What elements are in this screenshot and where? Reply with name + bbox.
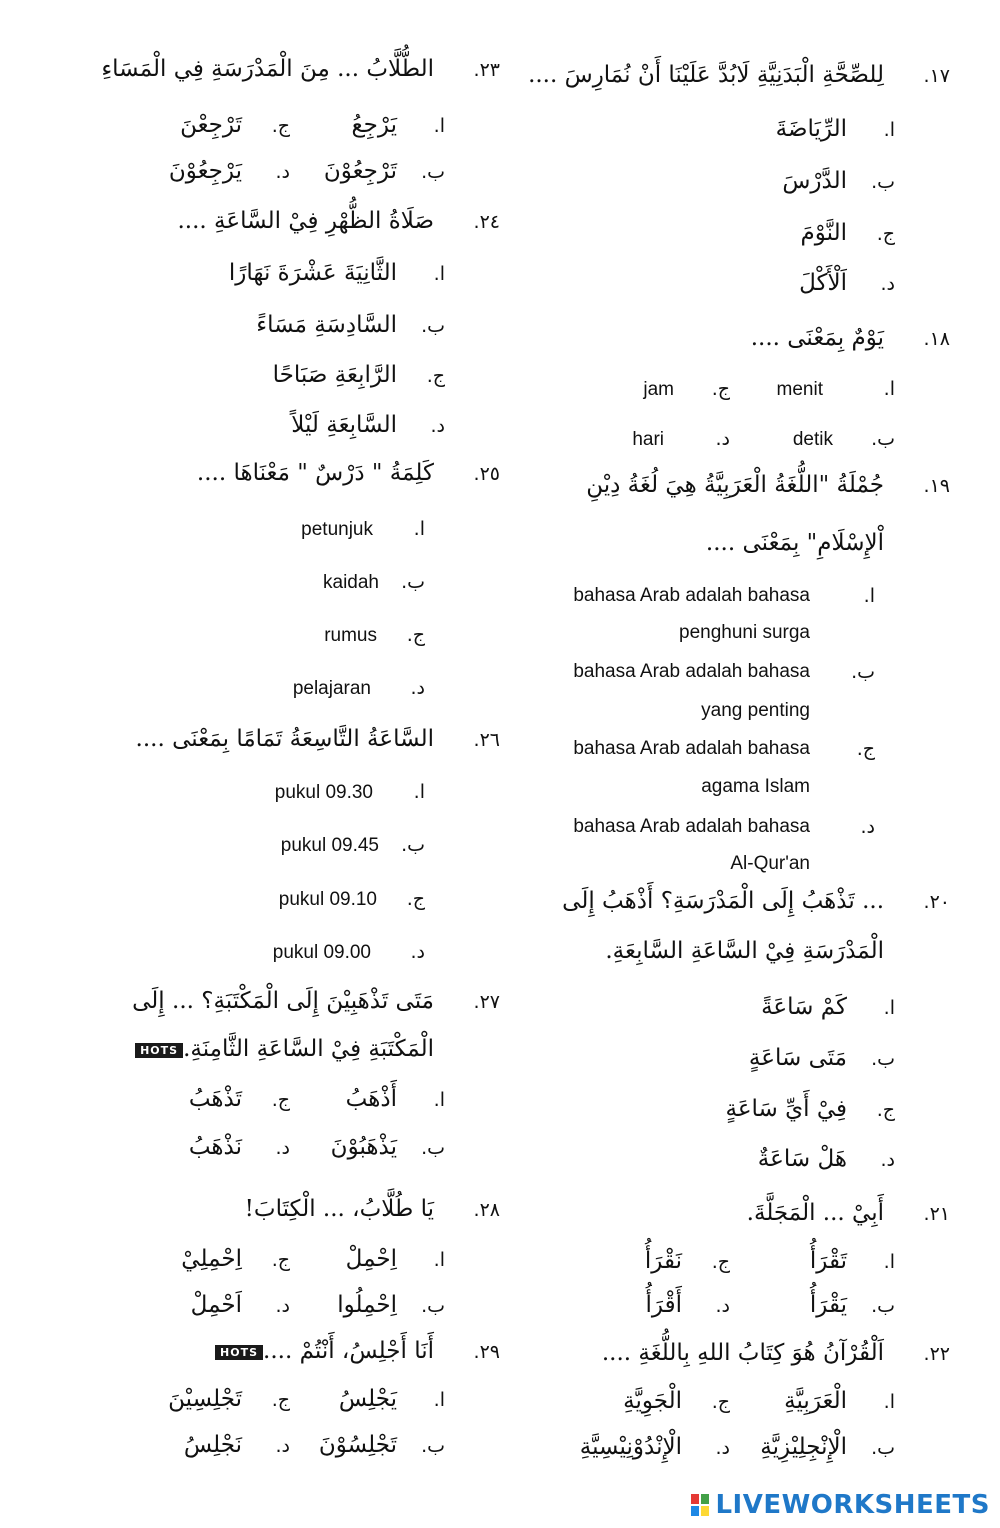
option[interactable]: ج. الرَّابِعَةِ صَبَاحًا [272,362,445,388]
option-letter[interactable]: د. [860,816,875,838]
option[interactable]: ب. pukul 09.45 [280,834,425,856]
question-text: الطُّلَّابُ ... مِنَ الْمَدْرَسَةِ فِي الْمَسَاءِ [101,56,434,82]
option[interactable]: د. هَلْ سَاعَةٌ [757,1146,895,1172]
question-17 [528,62,950,88]
question-number: ١٧. [923,65,950,87]
option[interactable]: د. الْإِنْدُوْنِيْسِيَّةِ [579,1434,730,1460]
option[interactable]: ب. يَقْرَأُ [809,1292,895,1318]
option-letter[interactable]: ج. [856,738,875,760]
logo-text: LIVEWORKSHEETS [715,1490,990,1520]
option[interactable]: ب. kaidah [323,571,425,593]
option[interactable]: د. يَرْجِعُوْنَ [168,158,290,184]
option[interactable]: ج. فِيْ أَيِّ سَاعَةٍ [725,1096,895,1122]
option[interactable]: ج. النَّوْمَ [800,220,895,246]
option[interactable]: ب. الدَّرْسَ [782,168,895,194]
option-text: bahasa Arab adalah bahasa [573,738,810,759]
question-26 [136,726,500,752]
question-text: السَّاعَةُ التَّاسِعَةُ تَمَامًا بِمَعْنَى .... [135,726,434,752]
question-text: يَا طُلَّابُ، ... الْكِتَابَ! [244,1196,434,1222]
question-27 [132,988,500,1014]
option[interactable]: ج. نَقْرَأُ [644,1248,730,1274]
hots-badge: HOTS [135,1043,183,1058]
question-21 [747,1200,950,1226]
option[interactable]: د. hari [632,428,730,450]
logo-icon [691,1494,709,1516]
option[interactable]: ا. كَمْ سَاعَةً [761,994,895,1020]
question-text: أَنَا أَجْلِسُ، أَنْتُمْ ....HOTS [207,1338,434,1364]
option-text-line2: yang penting [701,700,810,721]
option[interactable]: د. اَلْأَكْلَ [799,270,895,296]
option[interactable]: ب. مَتَى سَاعَةٍ [748,1045,895,1071]
question-number: ٢٠. [923,891,950,913]
question-18 [751,325,950,351]
option[interactable]: ا. يَرْجِعُ [351,112,445,138]
question-text-cont: اْلإِسْلَامِ" بِمَعْنَى .... [705,530,884,556]
option[interactable]: د. اَحْمِلْ [190,1292,290,1318]
option[interactable]: ج. الْجَوِيَّةِ [623,1388,730,1414]
question-number: ١٨. [923,328,950,350]
option[interactable]: د. السَّابِعَةِ لَيْلاً [291,412,445,438]
option-text: bahasa Arab adalah bahasa [573,816,810,837]
option[interactable]: ا. الثَّانِيَةَ عَشْرَةَ نَهَارًا [228,260,445,286]
option[interactable]: ا. تَقْرَأُ [809,1248,895,1274]
question-text: جُمْلَةُ "اللُّغَةُ الْعَرَبِيَّةُ هِيَ لُغَةُ دِيْنِ [586,472,884,498]
option[interactable]: ا. menit [776,378,895,400]
question-text: كَلِمَةُ " دَرْسٌ " مَعْنَاهَا .... [196,460,434,486]
option[interactable]: ا. يَجْلِسُ [338,1386,445,1412]
question-19 [586,472,950,498]
hots-badge: HOTS [215,1345,263,1360]
option[interactable]: ا. الْعَرَبِيَّةِ [784,1388,895,1414]
question-text: أَبِيْ ... الْمَجَلَّةَ. [746,1200,884,1226]
question-number: ٢٧. [473,991,500,1013]
question-text: يَوْمٌ بِمَعْنَى .... [750,325,884,351]
question-number: ٢٨. [473,1199,500,1221]
question-text-cont: الْمَدْرَسَةِ فِيْ السَّاعَةِ السَّابِعَةِ. [605,938,884,964]
option-text: bahasa Arab adalah bahasa [573,585,810,606]
question-text: لِلصِّحَّةِ الْبَدَنِيَّةِ لَابُدَّ عَلَيْنَا أَنْ نُمَارِسَ .... [528,62,884,88]
liveworksheets-logo[interactable] [691,1490,990,1520]
option[interactable]: ا. اِحْمِلْ [345,1246,445,1272]
option[interactable]: ج. تَجْلِسِيْنَ [168,1386,290,1412]
option[interactable]: ب. السَّادِسَةِ مَسَاءً [256,312,445,338]
option-text-line2: Al-Qur'an [730,853,810,874]
option-letter[interactable]: ب. [851,661,875,683]
question-28 [245,1196,500,1222]
option-text-line2: penghuni surga [679,622,810,643]
question-text: اَلْقُرْآنُ هُوَ كِتَابُ اللهِ بِاللُّغَةِ .... [601,1340,884,1366]
question-20 [562,888,950,914]
question-text: ... تَذْهَبُ إِلَى الْمَدْرَسَةِ؟ أَذْهَبُ إِلَى [562,888,884,914]
option[interactable]: ب. اِحْمِلُوا [337,1292,445,1318]
option[interactable]: ج. تَرْجِعْنَ [180,112,290,138]
option-letter[interactable]: ا. [863,585,875,607]
option[interactable]: ب. تَرْجِعُوْنَ [323,158,445,184]
option[interactable]: د. pukul 09.00 [272,941,425,963]
option[interactable]: ب. يَذْهَبُوْنَ [330,1134,445,1160]
question-24 [178,208,501,234]
question-text: صَلَاةُ الظُّهْرِ فِيْ السَّاعَةِ .... [177,208,434,234]
question-text-cont: الْمَكْتَبَةِ فِيْ السَّاعَةِ الثَّامِنَةِ.HOTS [127,1036,434,1062]
question-text: مَتَى تَذْهَبِيْنَ إِلَى الْمَكْتَبَةِ؟ ... إِلَى [132,988,434,1014]
question-29 [207,1338,500,1364]
question-23 [101,56,500,82]
question-22 [602,1340,950,1366]
question-number: ٢٥. [473,463,500,485]
option[interactable]: ا. الرِّيَاضَةَ [775,116,895,142]
question-25 [197,460,500,486]
option[interactable]: ب. detik [792,428,895,450]
option[interactable]: د. نَجْلِسُ [183,1432,290,1458]
option[interactable]: ا. pukul 09.30 [274,781,425,803]
option[interactable]: ب. الْإِنْجِلِيْزِيَّةِ [760,1434,895,1460]
option[interactable]: ج. تَذْهَبُ [188,1086,290,1112]
option[interactable]: ا. petunjuk [301,518,425,540]
option[interactable]: ج. jam [643,378,730,400]
question-number: ٢٦. [473,729,500,751]
option[interactable]: د. أَقْرَأُ [645,1292,730,1318]
option[interactable]: ب. تَجْلِسُوْنَ [318,1432,445,1458]
option[interactable]: ا. أَذْهَبُ [345,1086,445,1112]
question-number: ٢٩. [473,1341,500,1363]
option[interactable]: د. pelajaran [292,677,425,699]
question-number: ٢١. [923,1203,950,1225]
question-number: ٢٢. [923,1343,950,1365]
question-number: ١٩. [923,475,950,497]
question-number: ٢٤. [473,211,500,233]
option[interactable]: ج. rumus [324,624,425,646]
option[interactable]: د. نَذْهَبُ [188,1134,290,1160]
option-text: bahasa Arab adalah bahasa [573,661,810,682]
question-number: ٢٣. [473,59,500,81]
option[interactable]: ج. اِحْمِلِيْ [181,1246,290,1272]
option-text-line2: agama Islam [701,776,810,797]
option[interactable]: ج. pukul 09.10 [278,888,425,910]
